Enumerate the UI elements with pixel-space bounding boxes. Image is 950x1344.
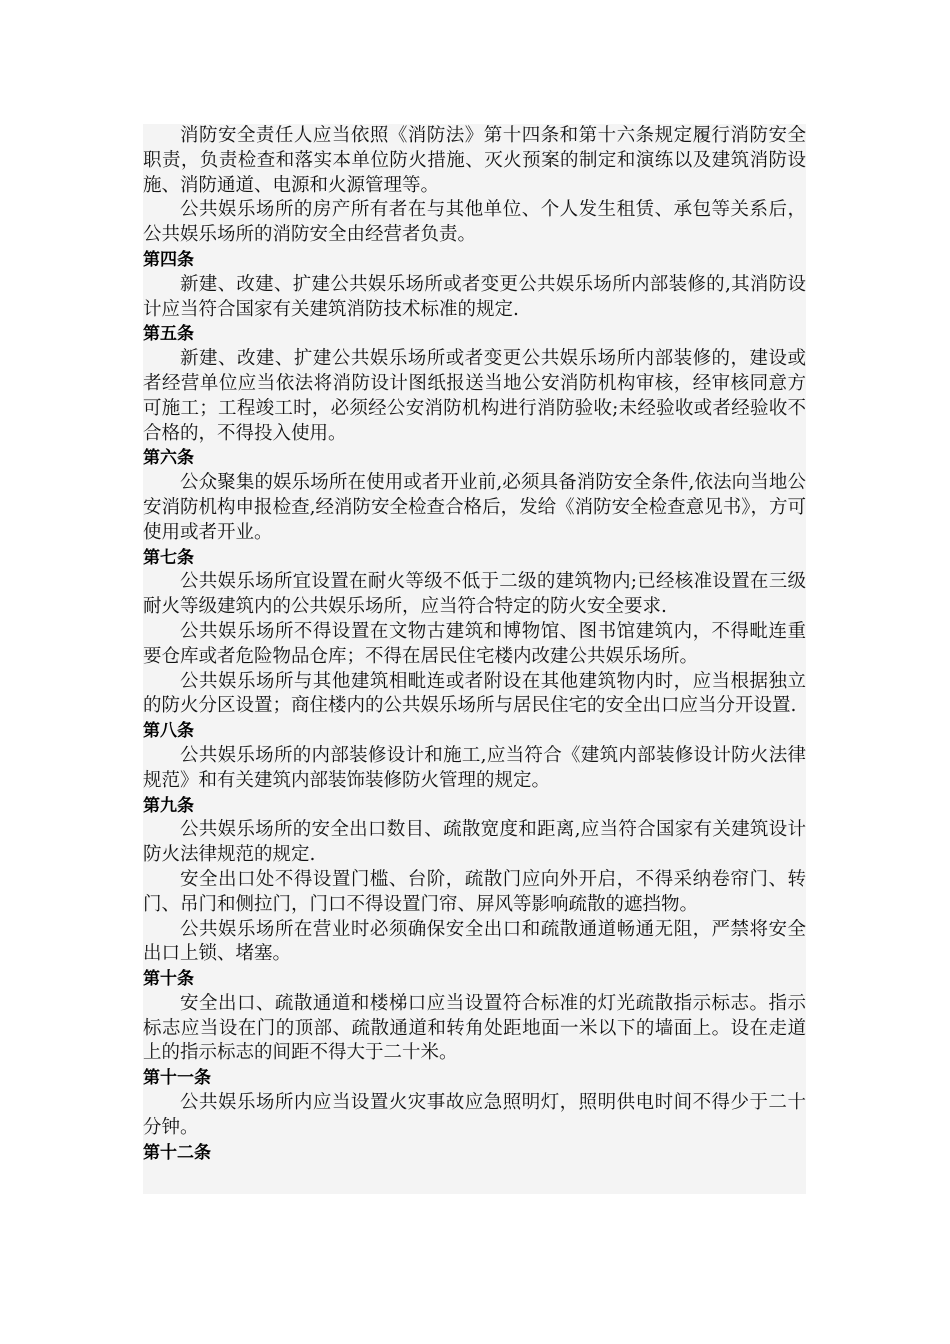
paragraph-article-9-b: 安全出口处不得设置门槛、台阶，疏散门应向外开启，不得采纳卷帘门、转门、吊门和侧拉门，门口不得设置门帘、屏风等影响疏散的遮挡物。 — [143, 868, 806, 915]
paragraph-article-11: 公共娱乐场所内应当设置火灾事故应急照明灯，照明供电时间不得少于二十分钟。 — [143, 1092, 806, 1138]
paragraph-article-7-b: 公共娱乐场所不得设置在文物古建筑和博物馆、图书馆建筑内，不得毗连重要仓库或者危险物品仓库；不得在居民住宅楼内改建公共娱乐场所。 — [143, 620, 806, 667]
paragraph-article-7-a: 公共娱乐场所宜设置在耐火等级不低于二级的建筑物内;已经核准设置在三级耐火等级建筑内的公共娱乐场所，应当符合特定的防火安全要求. — [143, 571, 806, 618]
paragraph-article-4: 新建、改建、扩建公共娱乐场所或者变更公共娱乐场所内部装修的,其消防设计应当符合国家有关建筑消防技术标准的规定. — [143, 273, 806, 320]
paragraph-article-6: 公众聚集的娱乐场所在使用或者开业前,必须具备消防安全条件,依法向当地公安消防机构申报检查,经消防安全检查合格后，发给《消防安全检查意见书》，方可使用或者开业。 — [143, 472, 806, 543]
article-heading-9: 第九条 — [143, 795, 194, 816]
paragraph-article-7-c: 公共娱乐场所与其他建筑相毗连或者附设在其他建筑物内时，应当根据独立的防火分区设置；商住楼内的公共娱乐场所与居民住宅的安全出口应当分开设置. — [143, 670, 806, 717]
article-heading-7: 第七条 — [143, 547, 194, 568]
article-heading-10: 第十条 — [143, 969, 194, 990]
paragraph-article-10: 安全出口、疏散通道和楼梯口应当设置符合标准的灯光疏散指示标志。指示标志应当设在门的顶部、疏散通道和转角处距地面一米以下的墙面上。设在走道上的指示标志的间距不得大于二十米。 — [143, 992, 806, 1064]
article-heading-6: 第六条 — [143, 448, 194, 469]
article-heading-11: 第十一条 — [143, 1068, 211, 1089]
article-heading-12: 第十二条 — [143, 1142, 211, 1163]
paragraph-safety-duty: 消防安全责任人应当依照《消防法》第十四条和第十六条规定履行消防安全职责，负责检查和落实本单位防火措施、灭火预案的制定和演练以及建筑消防设施、消防通道、电源和火源管理等。 — [143, 125, 806, 196]
paragraph-property-owner: 公共娱乐场所的房产所有者在与其他单位、个人发生租赁、承包等关系后，公共娱乐场所的消防安全由经营者负责。 — [143, 199, 806, 246]
paragraph-article-9-c: 公共娱乐场所在营业时必须确保安全出口和疏散通道畅通无阻，严禁将安全出口上锁、堵塞。 — [143, 918, 806, 965]
paragraph-article-5: 新建、改建、扩建公共娱乐场所或者变更公共娱乐场所内部装修的，建设或者经营单位应当依法将消防设计图纸报送当地公安消防机构审核，经审核同意方可施工；工程竣工时，必须经公安消防机构进行消防验收;未经验收或者经验收不合格的，不得投入使用。 — [143, 348, 806, 444]
paragraph-article-9-a: 公共娱乐场所的安全出口数目、疏散宽度和距离,应当符合国家有关建筑设计防火法律规范的规定. — [143, 819, 806, 866]
paragraph-article-8: 公共娱乐场所的内部装修设计和施工,应当符合《建筑内部装修设计防火法律规范》和有关建筑内部装饰装修防火管理的规定。 — [143, 744, 806, 791]
article-heading-5: 第五条 — [143, 324, 194, 345]
article-heading-4: 第四条 — [143, 249, 194, 270]
article-heading-8: 第八条 — [143, 721, 194, 742]
document-text-block — [143, 124, 806, 1194]
